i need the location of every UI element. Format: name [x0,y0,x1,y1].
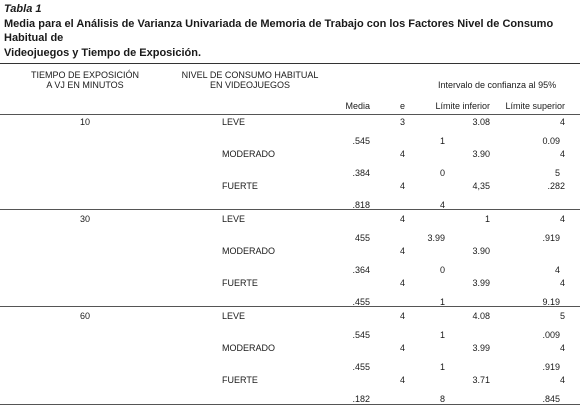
level-cell: LEVE [222,311,246,321]
e-cell: 4 [399,375,405,386]
upper-cell: 4 [559,214,565,224]
lower-cell: 3.71 [472,375,490,386]
lower-cell: 1 [439,135,445,146]
e-cell: 4 [399,343,405,354]
media-cell: .818 [352,200,370,211]
upper-cell: .282 [547,181,565,192]
upper-cell: 0.09 [542,135,560,146]
col-header-e: e [399,101,405,111]
media-cell: .384 [352,167,370,178]
media-cell: .545 [352,135,370,146]
e-cell: 4 [399,181,405,192]
col-header-level-line-1: NIVEL DE CONSUMO HABITUAL [181,70,319,80]
col-header-level-line-2: EN VIDEOJUEGOS [209,80,290,90]
lower-cell: 1 [439,297,445,308]
upper-cell: .919 [542,361,560,372]
lower-cell: 4.08 [472,311,490,321]
upper-cell: .009 [542,329,560,340]
media-cell: .182 [352,394,370,405]
upper-cell: .845 [542,394,560,405]
lower-cell: 1 [484,214,490,224]
level-cell: LEVE [222,117,246,127]
level-cell: FUERTE [222,375,258,386]
lower-cell: 4,35 [472,181,490,192]
upper-cell: .919 [542,232,560,243]
level-cell: MODERADO [222,149,276,160]
e-cell: 4 [399,278,405,289]
media-cell: .455 [352,297,370,308]
upper-cell: 5 [559,311,565,321]
table-caption [4,3,580,60]
table-bottom-rule [0,404,580,405]
ci-header: Intervalo de confianza al 95% [438,80,557,90]
upper-cell: 4 [554,264,560,275]
lower-cell: 0 [439,264,445,275]
media-cell: .364 [352,264,370,275]
col-header-time-line-1: TIEMPO DE EXPOSICIÓN [30,70,140,80]
e-cell: 3 [399,117,405,127]
lower-cell: 3.99 [472,278,490,289]
upper-cell: 4 [559,375,565,386]
col-header-upper: Límite superior [505,101,565,111]
table-title-line-1: Media para el Análisis de Varianza Univariada de Memoria de Trabajo con los Factores Nivel de Consumo Habitual de [4,18,554,44]
level-cell: FUERTE [222,181,258,192]
upper-cell: 9.19 [542,297,560,308]
col-header-media: Media [345,101,370,111]
level-cell: MODERADO [222,246,276,257]
lower-cell: 4 [439,200,445,211]
lower-cell: 3.99 [427,232,445,243]
group-separator-rule [0,306,580,307]
e-cell: 4 [399,214,405,224]
lower-cell: 0 [439,167,445,178]
lower-cell: 3.90 [472,149,490,160]
media-cell: .455 [352,361,370,372]
col-header-time-line-2: A VJ EN MINUTOS [46,80,124,90]
lower-cell: 1 [439,329,445,340]
lower-cell: 8 [439,394,445,405]
lower-cell: 1 [439,361,445,372]
header-top-rule [0,63,580,64]
level-cell: FUERTE [222,278,258,289]
table-title-line-2: Videojuegos y Tiempo de Exposición. [4,47,202,59]
upper-cell: 4 [559,278,565,289]
lower-cell: 3.99 [472,343,490,354]
time-cell: 60 [79,311,90,321]
media-cell: .545 [352,329,370,340]
media-cell: 455 [354,232,370,243]
lower-cell: 3.90 [472,246,490,257]
level-cell: MODERADO [222,343,276,354]
e-cell: 4 [399,149,405,160]
e-cell: 4 [399,246,405,257]
header-bottom-rule [0,114,580,115]
upper-cell: 4 [559,149,565,160]
time-cell: 30 [79,214,90,224]
e-cell: 4 [399,311,405,321]
level-cell: LEVE [222,214,246,224]
upper-cell: 4 [559,343,565,354]
lower-cell: 3.08 [472,117,490,127]
upper-cell: 4 [559,117,565,127]
group-separator-rule [0,209,580,210]
col-header-lower: Límite inferior [435,101,490,111]
time-cell: 10 [79,117,90,127]
upper-cell: 5 [554,167,560,178]
table-label: Tabla 1 [4,3,42,15]
